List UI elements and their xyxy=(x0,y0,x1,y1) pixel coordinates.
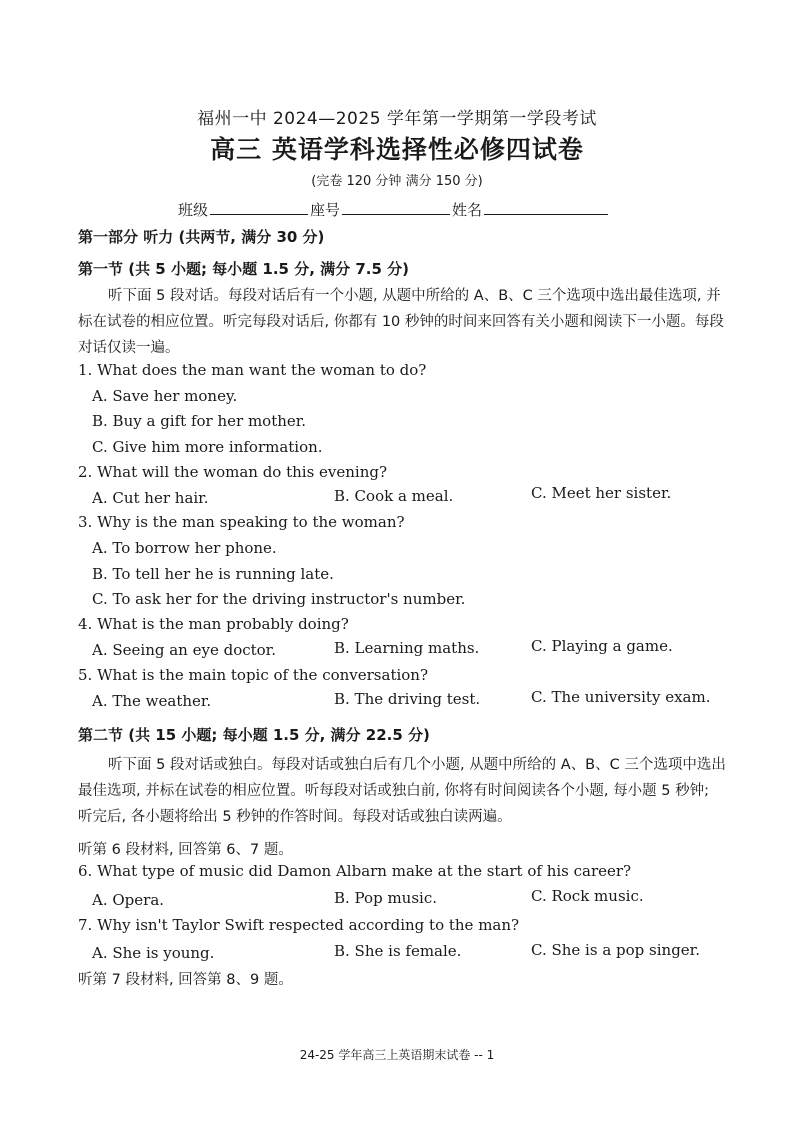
part1-heading: 第一部分 听力 (共两节, 满分 30 分) xyxy=(78,228,325,246)
question-1-stem: 1. What does the man want the woman to do? xyxy=(78,361,427,379)
question-4-option-a: A. Seeing an eye doctor. xyxy=(92,641,276,659)
exam-duration-score: (完卷 120 分钟 满分 150 分) xyxy=(311,174,483,189)
question-5-stem: 5. What is the main topic of the conversation? xyxy=(78,666,429,684)
question-2-option-b: B. Cook a meal. xyxy=(334,487,454,505)
page-footer: 24-25 学年高三上英语期末试卷 -- 1 xyxy=(299,1048,495,1062)
question-3-option-c: C. To ask her for the driving instructor's number. xyxy=(92,590,466,608)
exam-title-line2: 高三 英语学科选择性必修四试卷 xyxy=(210,135,584,164)
seat-label: 座号 xyxy=(310,201,341,219)
name-blank[interactable] xyxy=(484,200,608,215)
material-7-note: 听第 7 段材料, 回答第 8、9 题。 xyxy=(78,972,293,988)
seat-blank[interactable] xyxy=(342,200,450,215)
question-2-option-a: A. Cut her hair. xyxy=(92,489,209,507)
question-7-stem: 7. Why isn't Taylor Swift respected according to the man? xyxy=(78,916,520,934)
question-5-option-c: C. The university exam. xyxy=(531,688,711,706)
question-6-option-b: B. Pop music. xyxy=(334,889,437,907)
exam-title-line1: 福州一中 2024—2025 学年第一学期第一学段考试 xyxy=(197,109,597,129)
question-1-option-a: A. Save her money. xyxy=(92,387,238,405)
student-info-line xyxy=(178,199,610,220)
question-2-option-c: C. Meet her sister. xyxy=(531,484,672,502)
question-1-option-b: B. Buy a gift for her mother. xyxy=(92,412,307,430)
question-6-option-a: A. Opera. xyxy=(92,891,165,909)
question-4-option-c: C. Playing a game. xyxy=(531,637,673,655)
question-3-option-a: A. To borrow her phone. xyxy=(92,539,277,557)
question-7-option-b: B. She is female. xyxy=(334,942,462,960)
question-1-option-c: C. Give him more information. xyxy=(92,438,323,456)
question-7-option-c: C. She is a pop singer. xyxy=(531,941,700,959)
question-7-option-a: A. She is young. xyxy=(92,944,215,962)
question-4-option-b: B. Learning maths. xyxy=(334,639,480,657)
question-2-stem: 2. What will the woman do this evening? xyxy=(78,463,388,481)
section1-instructions: 听下面 5 段对话。每段对话后有一个小题, 从题中所给的 A、B、C 三个选项中选出最佳选项, 并标在试卷的相应位置。听完每段对话后, 你都有 10 秒钟的时间来回答有关小题和阅读下一小题。每段对话仅读一遍。 xyxy=(78,288,724,356)
question-3-option-b: B. To tell her he is running late. xyxy=(92,565,334,583)
section1-heading: 第一节 (共 5 小题; 每小题 1.5 分, 满分 7.5 分) xyxy=(78,260,409,278)
section2-instructions: 听下面 5 段对话或独白。每段对话或独白后有几个小题, 从题中所给的 A、B、C 三个选项中选出最佳选项, 并标在试卷的相应位置。听每段对话或独白前, 你将有时间阅读各个小题, 每小题 5 秒钟; 听完后, 各小题将给出 5 秒钟的作答时间。每段对话或独白读两遍。 xyxy=(78,757,726,825)
section2-heading: 第二节 (共 15 小题; 每小题 1.5 分, 满分 22.5 分) xyxy=(78,726,430,744)
class-blank[interactable] xyxy=(210,200,308,215)
name-label: 姓名 xyxy=(452,201,483,219)
question-3-stem: 3. Why is the man speaking to the woman? xyxy=(78,513,405,531)
question-5-option-a: A. The weather. xyxy=(92,692,212,710)
question-5-option-b: B. The driving test. xyxy=(334,690,481,708)
class-label: 班级 xyxy=(178,201,209,219)
question-6-stem: 6. What type of music did Damon Albarn make at the start of his career? xyxy=(78,862,632,880)
material-6-note: 听第 6 段材料, 回答第 6、7 题。 xyxy=(78,842,293,858)
question-4-stem: 4. What is the man probably doing? xyxy=(78,615,349,633)
question-6-option-c: C. Rock music. xyxy=(531,887,644,905)
